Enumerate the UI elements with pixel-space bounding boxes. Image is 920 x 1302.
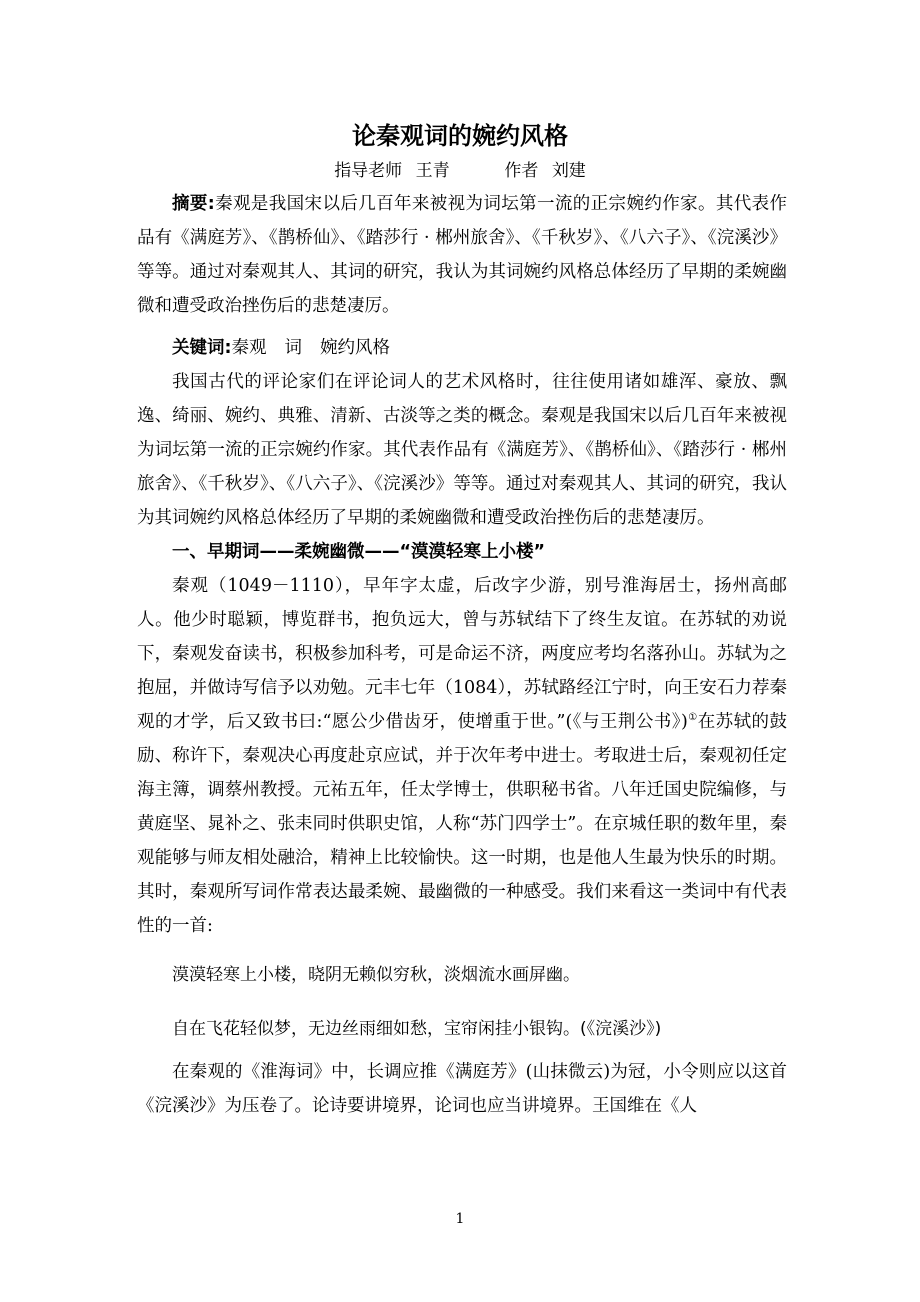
biography-text-part-2: 在苏轼的鼓励、称许下，秦观决心再度赴京应试，并于次年考中进士。考取进士后，秦观初任定海主簿，调蔡州教授。元祐五年，任太学博士，供职秘书省。八年迁国史院编修，与黄庭坚、晁补之、张耒同时供职史馆，人称“苏门四学士”。在京城任职的数年里，秦观能够与师友相处融洽，精神上比较愉快。这一时期，也是他人生最为快乐的时期。其时，秦观所写词作常表达最柔婉、最幽微的一种感受。我们来看这一类词中有代表性的一首: [137,712,788,936]
advisor-name: 王青 [415,161,450,181]
author-label: 作者 [504,161,539,181]
abstract-paragraph [137,187,787,323]
keywords-paragraph [137,331,787,365]
author-name: 刘建 [551,161,586,181]
biography-paragraph [137,569,787,943]
keyword-item: 词 [284,338,302,358]
document-body [137,187,787,1123]
document-title: 论秦观词的婉约风格 [352,122,568,150]
intro-paragraph: 我国古代的评论家们在评论词人的艺术风格时，往往使用诸如雄浑、豪放、飘逸、绮丽、婉约、典雅、清新、古淡等之类的概念。秦观是我国宋以后几百年来被视为词坛第一流的正宗婉约作家。其代表作品有《满庭芳》、《鹊桥仙》、《踏莎行 · 郴州旅舍》、《千秋岁》、《八六子》、《浣溪沙》等等。通过对秦观其人、其词的研究，我认为其词婉约风格总体经历了早期的柔婉幽微和遭受政治挫伤后的悲楚凄厉。 [137,372,787,528]
analysis-paragraph: 在秦观的《淮海词》中，长调应推《满庭芳》(山抹微云)为冠，小令则应以这首《浣溪沙》为压卷了。论诗要讲境界，论词也应当讲境界。王国维在《人 [137,1062,787,1116]
author-line [0,157,920,185]
keywords-label: 关键词: [172,338,232,358]
section-heading: 一、早期词——柔婉幽微——“漠漠轻寒上小楼” [172,542,546,562]
keyword-item: 秦观 [231,338,267,358]
footnote-mark[interactable]: ① [687,712,698,723]
poem-line-1: 漠漠轻寒上小楼，晓阴无赖似穷秋，淡烟流水画屏幽。 [172,965,580,985]
poem-line-2: 自在飞花轻似梦，无边丝雨细如愁，宝帘闲挂小银钩。(《浣溪沙》) [172,1019,662,1039]
biography-text-part-1: 秦观（1049－1110），早年字太虚，后改字少游，别号淮海居士，扬州高邮人。他少时聪颖，博览群书，抱负远大，曾与苏轼结下了终生友谊。在苏轼的劝说下，秦观发奋读书，积极参加科考，可是命运不济，两度应考均名落孙山。苏轼为之抱屈，并做诗写信予以劝勉。元丰七年（1084），苏轼路经江宁时，向王安石力荐秦观的才学，后又致书曰:“愿公少借齿牙，使增重于世。”(《与王荆公书》) [137,576,787,732]
advisor-label: 指导老师 [334,161,403,181]
page-number: 1 [455,1211,465,1227]
keyword-item: 婉约风格 [320,338,390,358]
abstract-label: 摘要: [172,194,215,214]
abstract-text: 秦观是我国宋以后几百年来被视为词坛第一流的正宗婉约作家。其代表作品有《满庭芳》、《鹊桥仙》、《踏莎行 · 郴州旅舍》、《千秋岁》、《八六子》、《浣溪沙》等等。通过对秦观其人、其词的研究，我认为其词婉约风格总体经历了早期的柔婉幽微和遭受政治挫伤后的悲楚凄厉。 [137,194,787,316]
